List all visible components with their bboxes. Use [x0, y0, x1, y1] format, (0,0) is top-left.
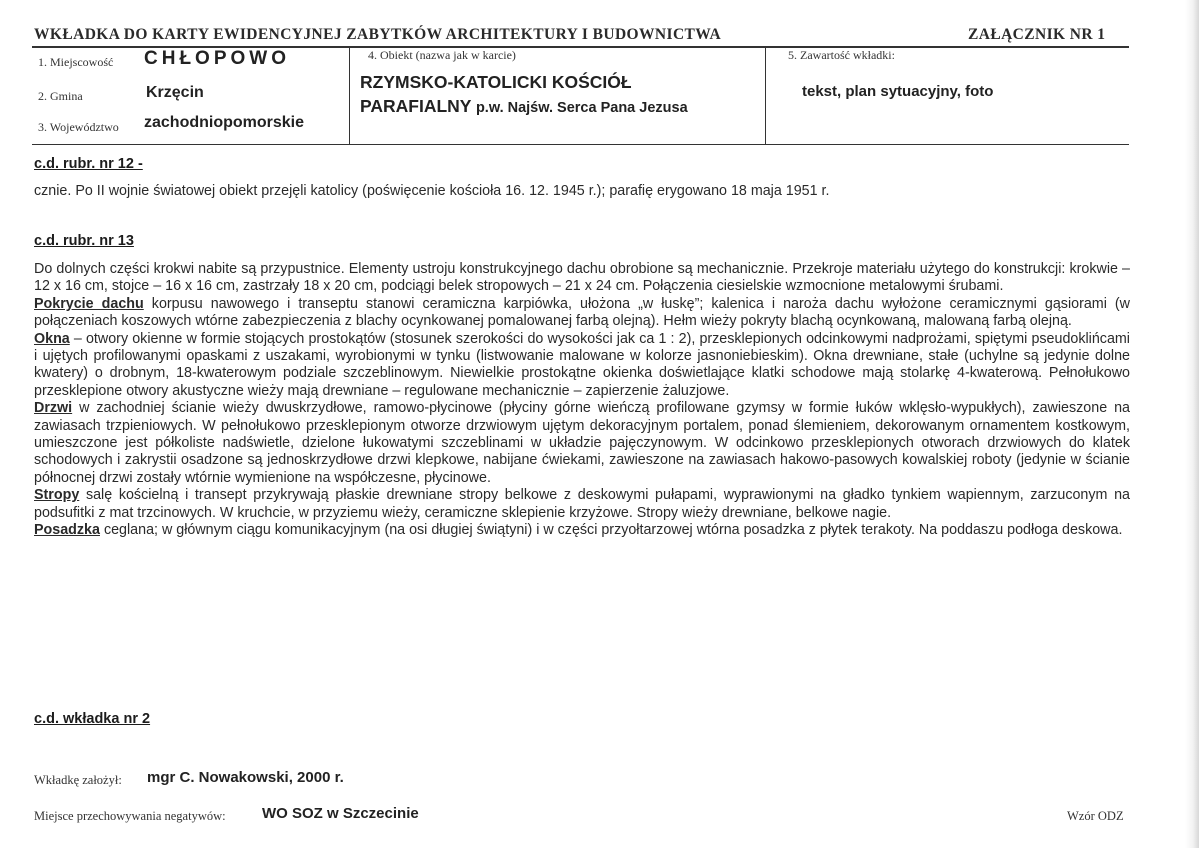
gmina-label: 2. Gmina	[38, 89, 83, 103]
paragraph-roof	[34, 296, 1130, 331]
obiekt-name-line1: RZYMSKO-KATOLICKI KOŚCIÓŁ	[360, 72, 632, 92]
miejscowosc-label: 1. Miejscowość	[38, 55, 114, 69]
keyword-floor: Posadzka	[34, 522, 100, 539]
section-12-text: cznie. Po II wojnie światowej obiekt przejęli katolicy (poświęcenie kościoła 16. 12. 1945 r.); parafię erygowano 18 maja 1951 r.	[34, 183, 830, 199]
zawartosc-value: tekst, plan sytuacyjny, foto	[802, 83, 994, 100]
paragraph-windows	[34, 331, 1130, 401]
section-13-body	[34, 261, 1130, 540]
section-13-intro: Do dolnych części krokwi nabite są przypustnice. Elementy ustroju konstrukcyjnego dachu obrobione są mechanicznie. Przekroje materiału użytego do konstrukcji: krokwie – 12 x 16 cm, stojce – 16 x 16 cm, zastrzały 18 x 20 cm, podciągi belek stropowych – 21 x 24 cm. Połączenia ciesielskie wzmocnione metalowymi śrubami.	[34, 261, 1130, 295]
zawartosc-label: 5. Zawartość wkładki:	[788, 48, 895, 62]
keyword-doors: Drzwi	[34, 400, 73, 417]
scan-edge-shadow	[1185, 0, 1199, 848]
field-divider-2	[765, 48, 766, 144]
obiekt-name-line2-main: PARAFIALNY	[360, 96, 472, 116]
obiekt-name-line2-dedication: p.w. Najśw. Serca Pana Jezusa	[475, 100, 688, 116]
paragraph-doors	[34, 400, 1130, 487]
paragraph-ceilings-text: salę kościelną i transept przykrywają płaskie drewniane stropy belkowe z deskowymi pułapami, wyprawionymi na gładko tynkiem wapiennym, zarzuconym na podsufitki z mat trzcinowych. W kruchcie, w przyziemu wieży, ceramiczne sklepienie krzyżowe. Stropy wieży drewniane, belkowe nagie.	[34, 487, 1130, 521]
document-title: WKŁADKA DO KARTY EWIDENCYJNEJ ZABYTKÓW ARCHITEKTURY I BUDOWNICTWA	[34, 26, 722, 43]
paragraph-floor-text: ceglana; w głównym ciągu komunikacyjnym (na osi długiej świątyni) i w części przyołtarzowej wtórna posadzka z płytek terakoty. Na poddaszu podłoga deskowa.	[99, 522, 1123, 539]
wojewodztwo-label: 3. Województwo	[38, 120, 119, 134]
continuation-heading: c.d. wkładka nr 2	[34, 711, 151, 727]
obiekt-label: 4. Obiekt (nazwa jak w karcie)	[368, 48, 516, 62]
keyword-windows: Okna	[34, 330, 70, 347]
miejscowosc-value: CHŁOPOWO	[144, 48, 290, 69]
storage-value: WO SOZ w Szczecinie	[262, 805, 419, 822]
field-box-bottom-rule	[32, 144, 1129, 145]
model-label: Wzór ODZ	[1067, 809, 1124, 823]
wojewodztwo-value: zachodniopomorskie	[144, 114, 305, 131]
annex-label: ZAŁĄCZNIK NR 1	[968, 26, 1106, 43]
author-label: Wkładkę założył:	[34, 773, 122, 787]
field-divider-1	[349, 48, 350, 144]
gmina-value: Krzęcin	[146, 84, 204, 101]
section-12-heading: c.d. rubr. nr 12 -	[34, 156, 143, 172]
keyword-roof: Pokrycie dachu	[34, 295, 144, 312]
obiekt-name-line2	[360, 96, 688, 117]
paragraph-roof-text: korpusu nawowego i transeptu stanowi ceramiczna karpiówka, ułożona „w łuskę”; kalenica i naroża dachu wyłożone ceramicznymi gąsiorami (w połączeniach koszowych wtórne zabezpieczenia z blachy ocynkowanej pomalowanej farbą olejną). Hełm wieży pokryty blachą ocynkowaną, malowaną farbą olejną.	[34, 295, 1130, 330]
paragraph-floor	[34, 522, 1130, 539]
keyword-ceilings: Stropy	[34, 487, 80, 504]
section-13-heading: c.d. rubr. nr 13	[34, 233, 134, 249]
author-value: mgr C. Nowakowski, 2000 r.	[147, 769, 344, 786]
paragraph-ceilings	[34, 487, 1130, 522]
paragraph-doors-text: w zachodniej ścianie wieży dwuskrzydłowe, ramowo-płycinowe (płyciny górne wieńczą profilowane gzymsy w formie łuków wklęsło-wypukłych), zawieszone na zawiasach trzpieniowych. W pełnołukowo przesklepionym otworze drzwiowym ujętym dekoracyjnym portalem, ponad ślemieniem, dekorowanym ornamentem kostkowym, umieszczone jest półkoliste nadświetle, dzielone łukowatymi szczeblinami w układzie pajęczynowym. W odcinkowo przesklepionych otworach drzwiowych do klatek schodowych i zakrystii osadzone są jednoskrzydłowe drzwi klepkowe, nabijane ćwiekami, zawieszone na zawiasach hakowo-pasowych kowalskiej roboty (jedynie w ścianie północnej drzwi zostały wtórnie wymienione na współczesne, płycinowe.	[34, 400, 1130, 486]
storage-label: Miejsce przechowywania negatywów:	[34, 809, 226, 823]
paragraph-windows-text: – otwory okienne w formie stojących prostokątów (stosunek szerokości do wysokości jak ca 1 : 2), przesklepionych odcinkowymi nadprożami, spiętymi pseudoklińcami i ujętych profilowanymi opaskami z uszakami, wyrobionymi w tynku (listwowanie malowane w kolorze jasnoniebieskim). Okna drewniane, stałe (uchylne są jedynie dolne kwatery) o drobnym, 18-kwaterowym podziale szczeblinowym. Niewielkie prostokątne okienka doświetlające klatki schodowe mają stolarkę 4-kwaterową. Pełnołukowo przesklepione otwory akustyczne wieży mają drewniane – regulowane mechanicznie – zapierzenie żaluzjowe.	[34, 330, 1130, 399]
